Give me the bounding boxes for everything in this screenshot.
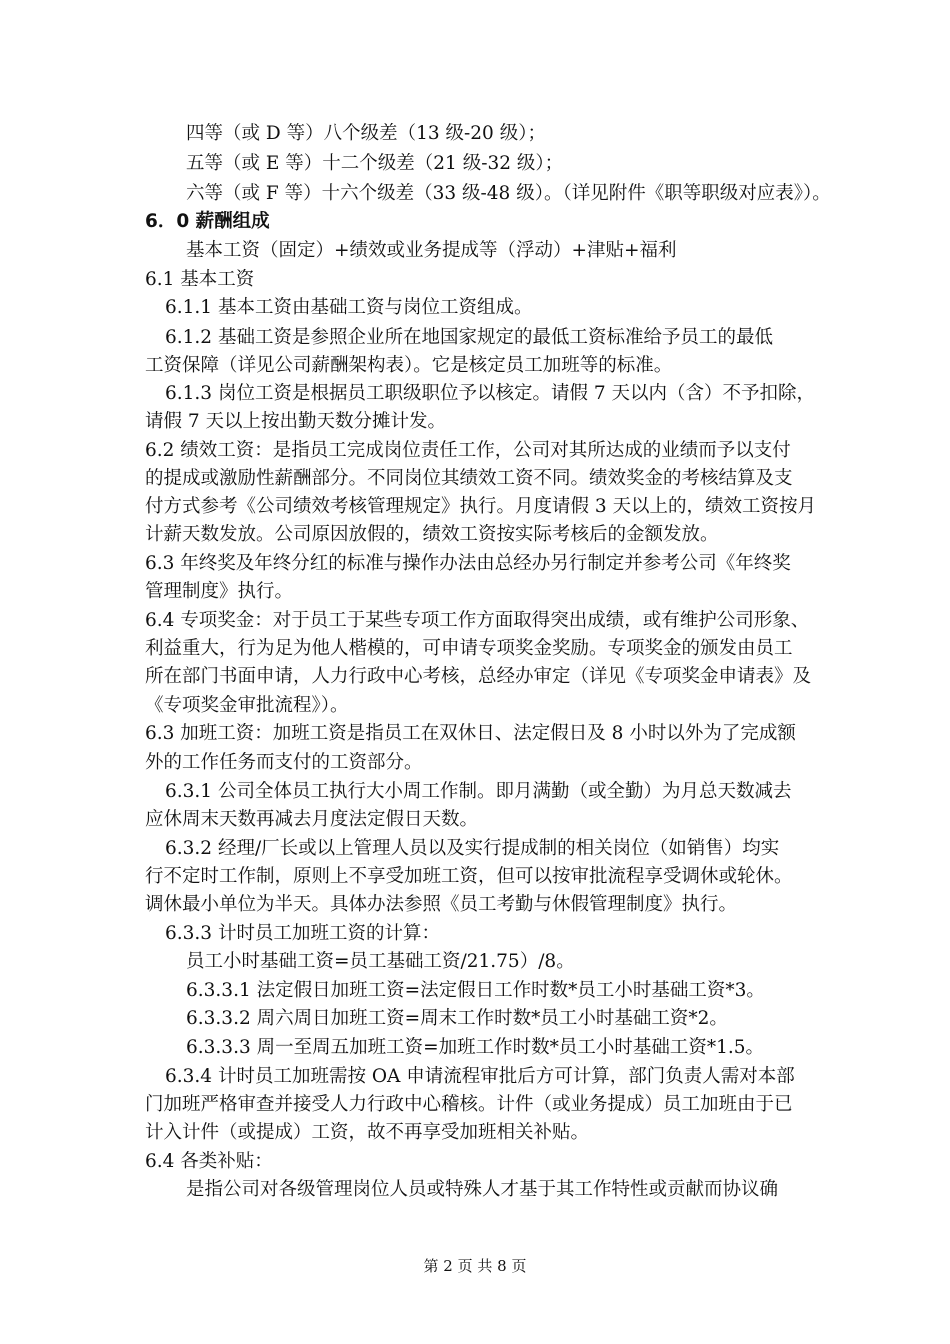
- text-line: 付方式参考《公司绩效考核管理规定》执行。月度请假 3 天以上的，绩效工资按月: [145, 496, 817, 517]
- text-line: 行不定时工作制，原则上不享受加班工资，但可以按审批流程享受调休或轮休。: [145, 866, 793, 887]
- text-line: 请假 7 天以上按出勤天数分摊计发。: [145, 411, 447, 432]
- text-line: 管理制度》执行。: [145, 581, 294, 602]
- section-heading: 6．0 薪酬组成: [145, 211, 270, 232]
- text-line: 利益重大，行为足为他人楷模的，可申请专项奖金奖励。专项奖金的颁发由员工: [145, 638, 793, 659]
- text-line: 六等（或 F 等）十六个级差（33 级-48 级）。（详见附件《职等职级对应表》）。: [186, 183, 831, 204]
- text-line: 6.3.3.1 法定假日加班工资=法定假日工作时数*员工小时基础工资*3。: [186, 980, 765, 1001]
- text-line: 应休周末天数再减去月度法定假日天数。: [145, 809, 479, 830]
- text-line: 门加班严格审查并接受人力行政中心稽核。计件（或业务提成）员工加班由于已: [145, 1094, 793, 1115]
- text-line: 工资保障（详见公司薪酬架构表）。它是核定员工加班等的标准。: [145, 355, 673, 376]
- text-line: 6.3.3.2 周六周日加班工资=周末工作时数*员工小时基础工资*2。: [186, 1008, 728, 1029]
- text-line: 6.3.1 公司全体员工执行大小周工作制。即月满勤（或全勤）为月总天数减去: [165, 781, 792, 802]
- text-line: 的提成或激励性薪酬部分。不同岗位其绩效工资不同。绩效奖金的考核结算及支: [145, 468, 793, 489]
- text-line: 6.2 绩效工资：是指员工完成岗位责任工作，公司对其所达成的业绩而予以支付: [145, 440, 791, 461]
- text-line: 基本工资（固定）+绩效或业务提成等（浮动）+津贴+福利: [186, 240, 677, 261]
- subsection-heading: 6.1 基本工资: [145, 269, 255, 290]
- text-line: 6.3 年终奖及年终分红的标准与操作办法由总经办另行制定并参考公司《年终奖: [145, 553, 791, 574]
- text-line: 6.3.3.3 周一至周五加班工资=加班工作时数*员工小时基础工资*1.5。: [186, 1037, 765, 1058]
- text-line: 6.3.3 计时员工加班工资的计算：: [165, 923, 440, 944]
- text-line: 所在部门书面申请，人力行政中心考核，总经办审定（详见《专项奖金申请表》及: [145, 666, 812, 687]
- text-line: 外的工作任务而支付的工资部分。: [145, 752, 423, 773]
- page-footer: 第 2 页 共 8 页: [423, 1257, 527, 1275]
- text-line: 四等（或 D 等）八个级差（13 级-20 级）；: [186, 123, 546, 144]
- subsection-heading: 6.4 各类补贴：: [145, 1151, 273, 1172]
- text-line: 6.4 专项奖金：对于员工于某些专项工作方面取得突出成绩，或有维护公司形象、: [145, 610, 810, 631]
- text-line: 是指公司对各级管理岗位人员或特殊人才基于其工作特性或贡献而协议确: [186, 1179, 779, 1200]
- text-line: 调休最小单位为半天。具体办法参照《员工考勤与休假管理制度》执行。: [145, 894, 738, 915]
- text-line: 6.3.2 经理/厂长或以上管理人员以及实行提成制的相关岗位（如销售）均实: [165, 838, 780, 859]
- text-line: 6.1.2 基础工资是参照企业所在地国家规定的最低工资标准给予员工的最低: [165, 327, 773, 348]
- text-line: 6.1.3 岗位工资是根据员工职级职位予以核定。请假 7 天以内（含）不予扣除，: [165, 383, 815, 404]
- text-line: 6.3.4 计时员工加班需按 OA 申请流程审批后方可计算，部门负责人需对本部: [165, 1066, 795, 1087]
- text-line: 6.1.1 基本工资由基础工资与岗位工资组成。: [165, 297, 533, 318]
- text-line: 五等（或 E 等）十二个级差（21 级-32 级）；: [186, 153, 564, 174]
- text-line: 《专项奖金审批流程》）。: [145, 695, 349, 716]
- text-line: 计薪天数发放。公司原因放假的，绩效工资按实际考核后的金额发放。: [145, 524, 719, 545]
- text-line: 6.3 加班工资：加班工资是指员工在双休日、法定假日及 8 小时以外为了完成额: [145, 723, 796, 744]
- text-line: 计入计件（或提成）工资，故不再享受加班相关补贴。: [145, 1122, 590, 1143]
- text-line: 员工小时基础工资=员工基础工资/21.75）/8。: [186, 951, 575, 972]
